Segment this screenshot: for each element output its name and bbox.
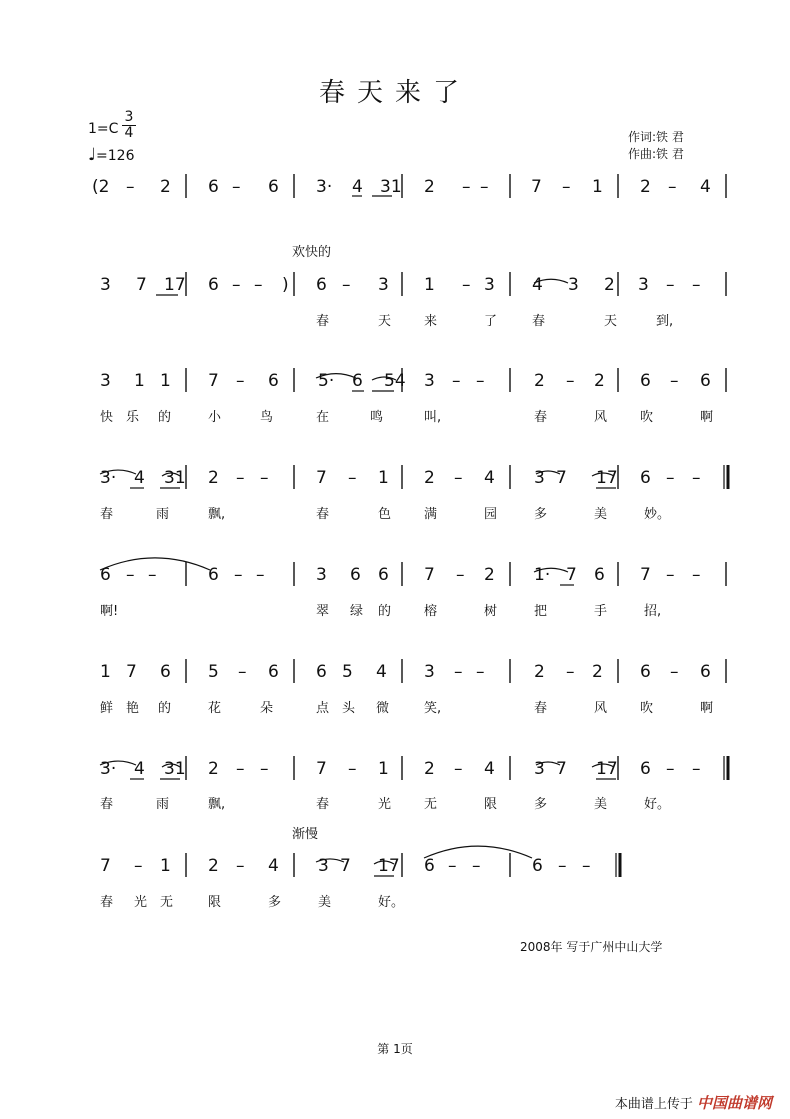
score-note: 3 [318, 856, 329, 876]
score-note: 7 [316, 759, 327, 779]
score-note: – [692, 468, 701, 488]
score-note: 2 [484, 565, 495, 585]
lyric-char: 春 [532, 314, 546, 329]
lyric-char: 微 [376, 701, 390, 716]
score-note: 4 [484, 468, 495, 488]
lyric-char: 妙。 [644, 507, 671, 522]
lyric-char: 无 [424, 797, 438, 812]
score-note: 1 [134, 371, 145, 391]
score-note: – [562, 177, 571, 197]
score-note: 6 [100, 565, 111, 585]
score-note: – [462, 275, 471, 295]
lyricist-credit: 作词:铁 君 [628, 130, 684, 144]
score-note: 1· [534, 565, 551, 585]
score-note: 2 [534, 662, 545, 682]
score-note: – [456, 565, 465, 585]
score-note: 6 [350, 565, 361, 585]
lyric-char: 美 [318, 895, 332, 910]
score-note: 6 [160, 662, 171, 682]
score-note: 6 [268, 662, 279, 682]
score-note: 3 [638, 275, 649, 295]
lyric-char: 鸣 [370, 410, 384, 425]
lyric-char: 园 [484, 507, 498, 522]
score-note: 4 [700, 177, 711, 197]
score-note: – [692, 275, 701, 295]
score-note: 3· [100, 468, 117, 488]
lyric-char: 风 [594, 701, 608, 716]
score-note: – [348, 468, 357, 488]
score-note: 6 [700, 371, 711, 391]
score-note: – [260, 468, 269, 488]
lyric-char: 鸟 [260, 410, 274, 425]
score-note: – [692, 759, 701, 779]
score-note: – [126, 565, 135, 585]
score-note: – [236, 856, 245, 876]
score-note: 7 [136, 275, 147, 295]
score-note: – [254, 275, 263, 295]
upload-label: 本曲谱上传于 [614, 1097, 693, 1112]
score-note: 2 [592, 662, 603, 682]
score-note: 17 [164, 275, 186, 295]
lyric-char: 点 [316, 701, 330, 716]
score-note: 4 [134, 468, 145, 488]
score-note: 2 [160, 177, 171, 197]
score-note: 5· [318, 371, 335, 391]
lyric-char: 花 [208, 701, 222, 716]
lyric-char: 榕 [424, 604, 438, 619]
score-note: 2 [640, 177, 651, 197]
score-note: 6 [208, 275, 219, 295]
score-note: 7 [316, 468, 327, 488]
score-note: – [236, 468, 245, 488]
score-note: – [232, 275, 241, 295]
lyric-char: 雨 [156, 507, 170, 522]
score-note: 2 [424, 759, 435, 779]
score-note: – [558, 856, 567, 876]
score-note: 1 [592, 177, 603, 197]
score-note: – [454, 468, 463, 488]
lyric-char: 天 [604, 314, 618, 329]
lyric-char: 吹 [640, 410, 654, 425]
lyric-char: 头 [342, 701, 356, 716]
song-title: 春天来了 [318, 78, 471, 108]
lyric-char: 到, [656, 314, 674, 329]
score-note: 7 [100, 856, 111, 876]
score-note: 7 [531, 177, 542, 197]
lyric-char: 光 [378, 797, 392, 812]
score-note: 3· [316, 177, 333, 197]
score-note: – [566, 371, 575, 391]
score-note: 6 [268, 371, 279, 391]
score-note: – [472, 856, 481, 876]
score-note: – [148, 565, 157, 585]
score-note: – [126, 177, 135, 197]
score-note: 3 [484, 275, 495, 295]
score-note: – [692, 565, 701, 585]
lyric-char: 在 [316, 410, 330, 425]
lyric-char: 风 [594, 410, 608, 425]
score-note: 31 [164, 468, 186, 488]
score-note: 7 [208, 371, 219, 391]
lyric-char: 美 [594, 507, 608, 522]
lyric-char: 笑, [424, 701, 442, 716]
time-signature-bottom: 4 [122, 125, 136, 141]
lyric-char: 的 [158, 410, 172, 425]
lyric-char: 美 [594, 797, 608, 812]
score-note: 54 [384, 371, 406, 391]
lyric-char: 色 [378, 507, 392, 522]
score-note: – [666, 759, 675, 779]
lyric-char: 春 [316, 797, 330, 812]
score-note: 7 [556, 468, 567, 488]
score-note: – [670, 371, 679, 391]
quarter-note-icon: ♩ [88, 145, 97, 165]
score-note: 17 [596, 468, 618, 488]
lyric-char: 的 [378, 604, 392, 619]
tempo-mark-lively: 欢快的 [292, 245, 332, 260]
lyric-char: 啊 [700, 701, 714, 716]
lyric-char: 好。 [644, 797, 671, 812]
score-note: – [666, 468, 675, 488]
score-note: 2 [208, 759, 219, 779]
lyric-char: 翠 [316, 604, 330, 619]
score-note: 6 [268, 177, 279, 197]
score-note: 6 [316, 662, 327, 682]
score-note: – [666, 275, 675, 295]
lyric-char: 树 [484, 604, 498, 619]
lyric-char: 的 [158, 701, 172, 716]
score-note: 6 [594, 565, 605, 585]
lyric-char: 春 [100, 797, 114, 812]
lyric-char: 招, [644, 604, 662, 619]
lyric-char: 绿 [350, 604, 364, 619]
lyric-char: 限 [484, 797, 498, 812]
lyric-char: 来 [424, 314, 438, 329]
score-note: – [476, 371, 485, 391]
score-note: 6 [700, 662, 711, 682]
lyric-char: 多 [268, 895, 282, 910]
score-note: 4 [484, 759, 495, 779]
score-note: 1 [424, 275, 435, 295]
key-signature: 1=C [88, 121, 119, 137]
score-note: 4 [532, 275, 543, 295]
score-note: 7 [556, 759, 567, 779]
score-note: 6 [640, 662, 651, 682]
score-note: – [480, 177, 489, 197]
score-note: – [582, 856, 591, 876]
score-note: 3 [568, 275, 579, 295]
score-note: – [462, 177, 471, 197]
tempo-mark-slowing: 渐慢 [292, 827, 319, 842]
score-note: – [260, 759, 269, 779]
score-note: 1 [378, 759, 389, 779]
lyric-char: 好。 [378, 895, 405, 910]
score-note: 2 [534, 371, 545, 391]
lyric-char: 朵 [260, 701, 274, 716]
score-note: 1 [160, 371, 171, 391]
score-note: – [566, 662, 575, 682]
score-note: 4 [134, 759, 145, 779]
score-note: – [342, 275, 351, 295]
upload-footer [615, 1092, 772, 1113]
score-note: 3 [534, 759, 545, 779]
score-note: – [476, 662, 485, 682]
composer-credit: 作曲:铁 君 [628, 147, 684, 161]
score-note: 1 [160, 856, 171, 876]
score-note: 5 [208, 662, 219, 682]
score-note: 6 [316, 275, 327, 295]
lyric-char: 把 [534, 604, 548, 619]
score-note: 2 [594, 371, 605, 391]
score-note: 3 [316, 565, 327, 585]
page-number: 第 1页 [377, 1042, 413, 1056]
lyric-char: 飘, [208, 507, 226, 522]
score-note: – [448, 856, 457, 876]
lyric-char: 小 [208, 410, 222, 425]
score-note: 31 [380, 177, 402, 197]
score-note: – [454, 759, 463, 779]
lyric-char: 叫, [424, 410, 442, 425]
score-note: – [666, 565, 675, 585]
lyric-char: 多 [534, 797, 548, 812]
score-note: 1 [100, 662, 111, 682]
score-note: 2 [424, 177, 435, 197]
score-note: 2 [208, 856, 219, 876]
lyric-char: 雨 [156, 797, 170, 812]
score-note: 3 [100, 275, 111, 295]
score-note: – [452, 371, 461, 391]
lyric-char: 光 [134, 895, 148, 910]
lyric-char: 春 [316, 507, 330, 522]
lyric-char: 艳 [126, 701, 140, 716]
lyric-char: 无 [160, 895, 174, 910]
score-note: 2 [604, 275, 615, 295]
score-note: (2 [92, 177, 110, 197]
lyric-char: 鲜 [100, 701, 114, 716]
lyric-char: 飘, [208, 797, 226, 812]
score-note: 17 [596, 759, 618, 779]
lyric-char: 啊 [700, 410, 714, 425]
score-note: 31 [164, 759, 186, 779]
score-note: – [232, 177, 241, 197]
score-note: 7 [424, 565, 435, 585]
score-note: 2 [424, 468, 435, 488]
score-note: 6 [378, 565, 389, 585]
score-note: – [668, 177, 677, 197]
score-note: 5 [342, 662, 353, 682]
lyric-char: 春 [100, 507, 114, 522]
score-note: – [234, 565, 243, 585]
score-note: 3 [378, 275, 389, 295]
lyric-char: 乐 [126, 410, 140, 425]
decoration-layer [100, 174, 728, 877]
score-note: 2 [208, 468, 219, 488]
score-note: 1 [378, 468, 389, 488]
score-note: 4 [376, 662, 387, 682]
lyric-char: 了 [484, 314, 498, 329]
lyrics-layer [100, 313, 713, 910]
score-note: 3 [534, 468, 545, 488]
lyric-char: 啊! [100, 604, 119, 619]
lyric-char: 春 [534, 701, 548, 716]
score-note: 6 [640, 371, 651, 391]
score-note: – [236, 759, 245, 779]
score-note: 3 [100, 371, 111, 391]
lyric-char: 快 [100, 410, 114, 425]
score-note: – [670, 662, 679, 682]
score-note: – [238, 662, 247, 682]
score-note: 7 [566, 565, 577, 585]
score-note: 6 [532, 856, 543, 876]
score-note: 7 [340, 856, 351, 876]
lyric-char: 吹 [640, 701, 654, 716]
score-note: – [134, 856, 143, 876]
score-note: 4 [268, 856, 279, 876]
lyric-char: 限 [208, 895, 222, 910]
lyric-char: 手 [594, 604, 608, 619]
score-note: 6 [640, 759, 651, 779]
score-note: 4 [352, 177, 363, 197]
lyric-char: 满 [424, 507, 438, 522]
score-note: 7 [126, 662, 137, 682]
score-note: 6 [424, 856, 435, 876]
score-note: 17 [378, 856, 400, 876]
score-note: 3 [424, 662, 435, 682]
score-note: 6 [640, 468, 651, 488]
tempo-value: =126 [96, 148, 135, 164]
time-signature-top: 3 [124, 109, 134, 125]
score-note: 7 [640, 565, 651, 585]
lyric-char: 多 [534, 507, 548, 522]
score-note: 6 [208, 565, 219, 585]
score-note: 6 [352, 371, 363, 391]
lyric-char: 春 [100, 895, 114, 910]
score-note: – [236, 371, 245, 391]
lyric-char: 春 [534, 410, 548, 425]
score-note: – [348, 759, 357, 779]
written-note: 2008年 写于广州中山大学 [520, 940, 663, 954]
lyric-char: 春 [316, 314, 330, 329]
score-note: 3· [100, 759, 117, 779]
score-note: 6 [208, 177, 219, 197]
score-note: – [454, 662, 463, 682]
brand-logo: 中国曲谱网 [696, 1094, 772, 1112]
score-note: ) [282, 275, 289, 295]
score-note: – [256, 565, 265, 585]
lyric-char: 天 [378, 314, 392, 329]
score-note: 3 [424, 371, 435, 391]
